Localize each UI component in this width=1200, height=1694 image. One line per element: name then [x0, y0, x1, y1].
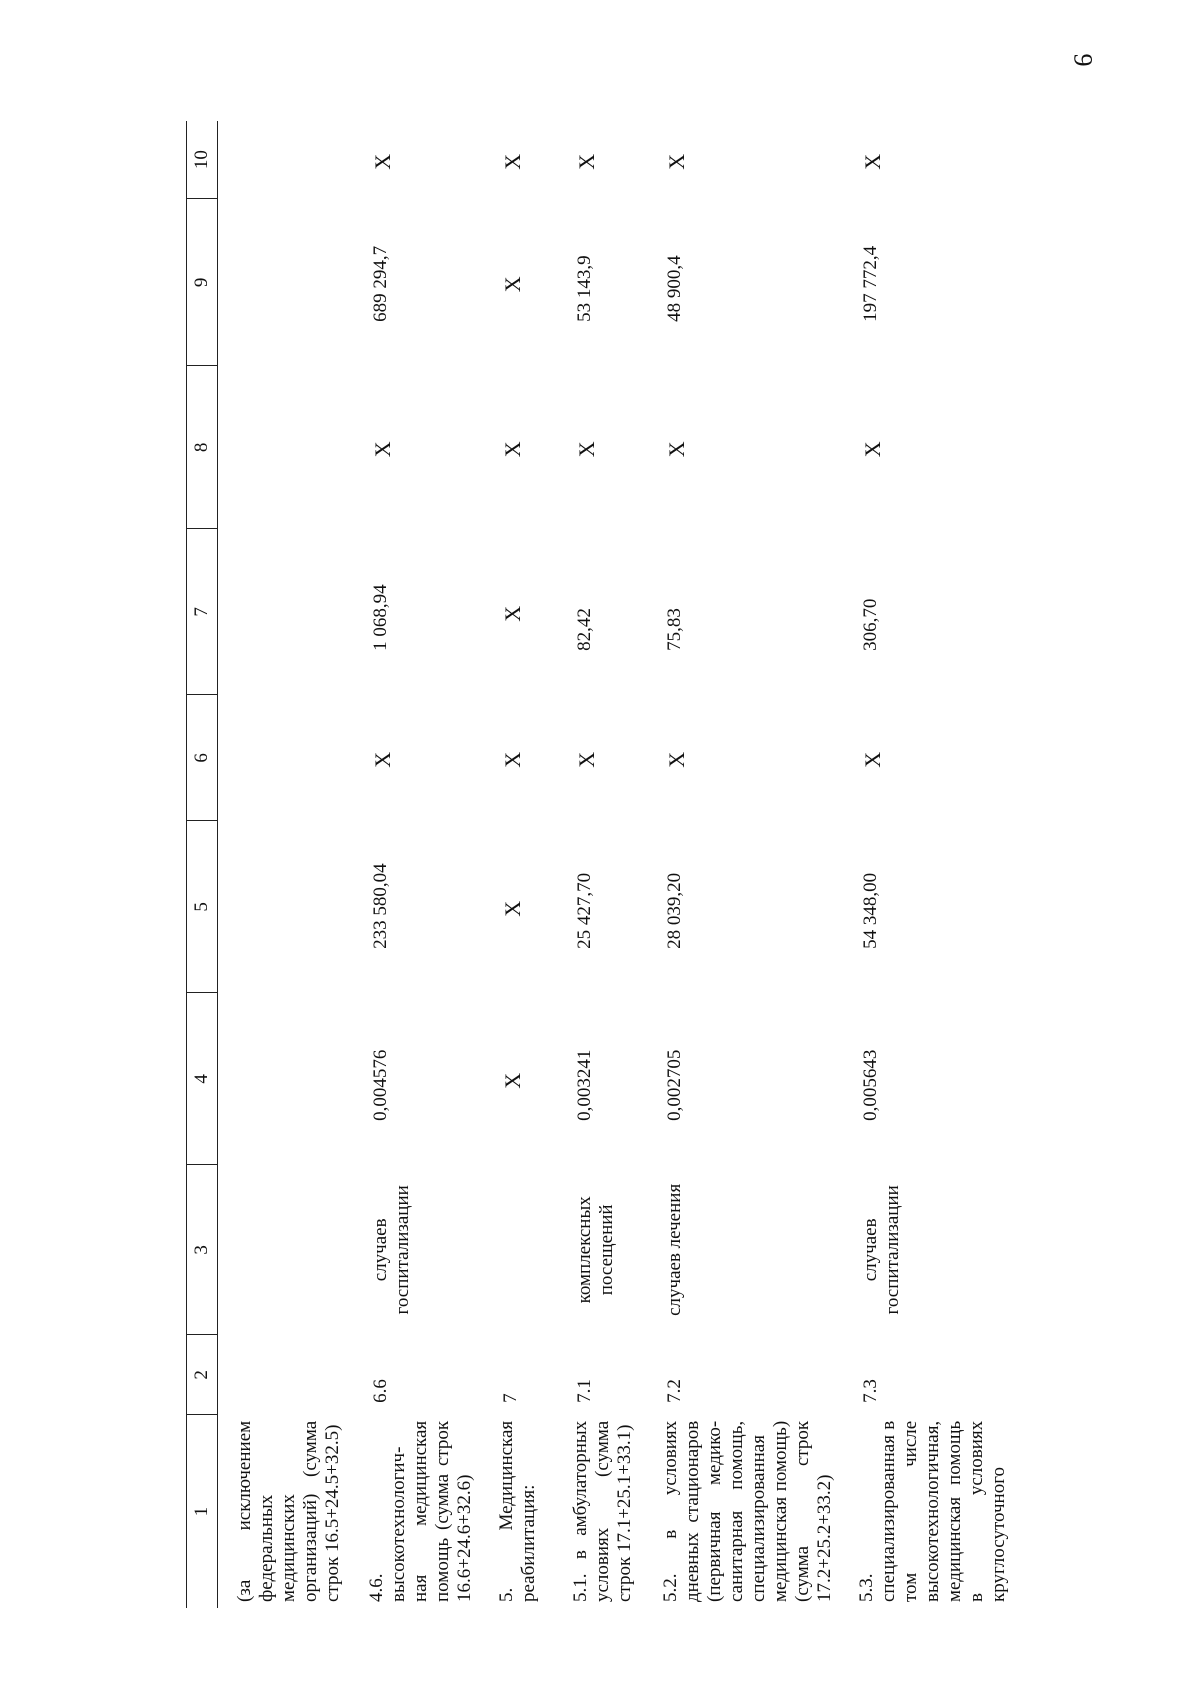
cell-col7: X	[499, 605, 525, 622]
cell-col5	[218, 821, 350, 993]
col-header: 9	[187, 199, 218, 366]
col-header: 8	[187, 366, 218, 529]
table-row	[840, 121, 1014, 1608]
table-row	[554, 121, 644, 1608]
row-unit: случаев лечения	[663, 1183, 685, 1316]
header-row	[187, 121, 218, 1608]
cell-col8: X	[369, 441, 395, 458]
cell-col8: X	[573, 441, 599, 458]
cell-col9: X	[499, 276, 525, 293]
col-header: 5	[187, 821, 218, 993]
cell-col9: 53 143,9	[573, 255, 595, 322]
row-code: 7.1	[573, 1379, 595, 1403]
cell-col8	[218, 366, 350, 529]
cell-col5: 25 427,70	[573, 872, 595, 949]
cell-col6: X	[859, 751, 885, 768]
table-row	[480, 121, 554, 1608]
row-code: 7.3	[859, 1379, 881, 1403]
cell-col7: 75,83	[663, 608, 685, 651]
cell-col8: X	[499, 441, 525, 458]
cell-col8: X	[663, 441, 689, 458]
row-unit: случаев госпитализации	[859, 1185, 903, 1315]
cell-col6: X	[663, 751, 689, 768]
statistics-table	[186, 121, 1014, 1608]
col-header: 10	[187, 121, 218, 199]
cell-col10: X	[663, 153, 689, 170]
cell-col5: X	[499, 900, 525, 917]
cell-col10: X	[369, 153, 395, 170]
row-unit	[480, 1165, 554, 1335]
row-unit: комплексных посещений	[573, 1196, 617, 1304]
row-unit	[218, 1165, 350, 1335]
cell-col7: 306,70	[859, 598, 881, 651]
row-description: (за исключением федеральных медицинских организаций) (сумма строк 16.5+24.5+32.5)	[234, 1420, 343, 1602]
cell-col9: 197 772,4	[859, 245, 881, 322]
cell-col7: 82,42	[573, 608, 595, 651]
cell-col4: 0,005643	[859, 1049, 881, 1121]
cell-col4: 0,002705	[663, 1049, 685, 1121]
row-description: 5.1. в амбулаторных условиях (сумма строк 17.1+25.1+33.1)	[569, 1420, 635, 1602]
cell-col10: X	[573, 153, 599, 170]
cell-col4: 0,004576	[369, 1049, 391, 1121]
cell-col6: X	[573, 751, 599, 768]
col-header: 1	[187, 1415, 218, 1608]
col-header: 7	[187, 529, 218, 695]
cell-col10: X	[499, 153, 525, 170]
cell-col4: 0,003241	[573, 1049, 595, 1121]
cell-col8: X	[859, 441, 885, 458]
cell-col6	[218, 695, 350, 821]
row-code: 7	[499, 1393, 521, 1403]
cell-col5: 233 580,04	[369, 863, 391, 949]
col-header: 6	[187, 695, 218, 821]
cell-col7	[218, 529, 350, 695]
row-description: 5. Медицинская реабилитация:	[495, 1420, 539, 1602]
cell-col10: X	[859, 153, 885, 170]
row-description: 5.2. в условиях дневных стационаров (первичная медико-санитарная помощь, специализированная медицинская помощь) (сумма строк 17.2+25.2+33.2)	[659, 1420, 835, 1602]
cell-col6: X	[369, 751, 395, 768]
col-header: 4	[187, 993, 218, 1165]
row-code: 6.6	[369, 1379, 391, 1403]
table-row	[218, 121, 350, 1608]
cell-col10	[218, 121, 350, 199]
cell-col9	[218, 199, 350, 366]
row-code	[218, 1335, 350, 1415]
col-header: 3	[187, 1165, 218, 1335]
row-unit: случаев госпитализации	[369, 1185, 413, 1315]
cell-col6: X	[499, 751, 525, 768]
row-description: 4.6. высокотехнологич-ная медицинская помощь (сумма строк 16.6+24.6+32.6)	[365, 1420, 475, 1602]
cell-col4: X	[499, 1072, 525, 1089]
row-code: 7.2	[663, 1379, 685, 1403]
col-header: 2	[187, 1335, 218, 1415]
cell-col5: 54 348,00	[859, 872, 881, 949]
cell-col7: 1 068,94	[369, 584, 391, 651]
table-row	[350, 121, 480, 1608]
cell-col4	[218, 993, 350, 1165]
cell-col5: 28 039,20	[663, 872, 685, 949]
table-row	[644, 121, 840, 1608]
row-description: 5.3. специализированная в том числе высокотехнологичная, медицинская помощь в условиях круглосуточного	[855, 1420, 1009, 1602]
cell-col9: 689 294,7	[369, 245, 391, 322]
page-number: 9	[1068, 53, 1098, 67]
cell-col9: 48 900,4	[663, 255, 685, 322]
